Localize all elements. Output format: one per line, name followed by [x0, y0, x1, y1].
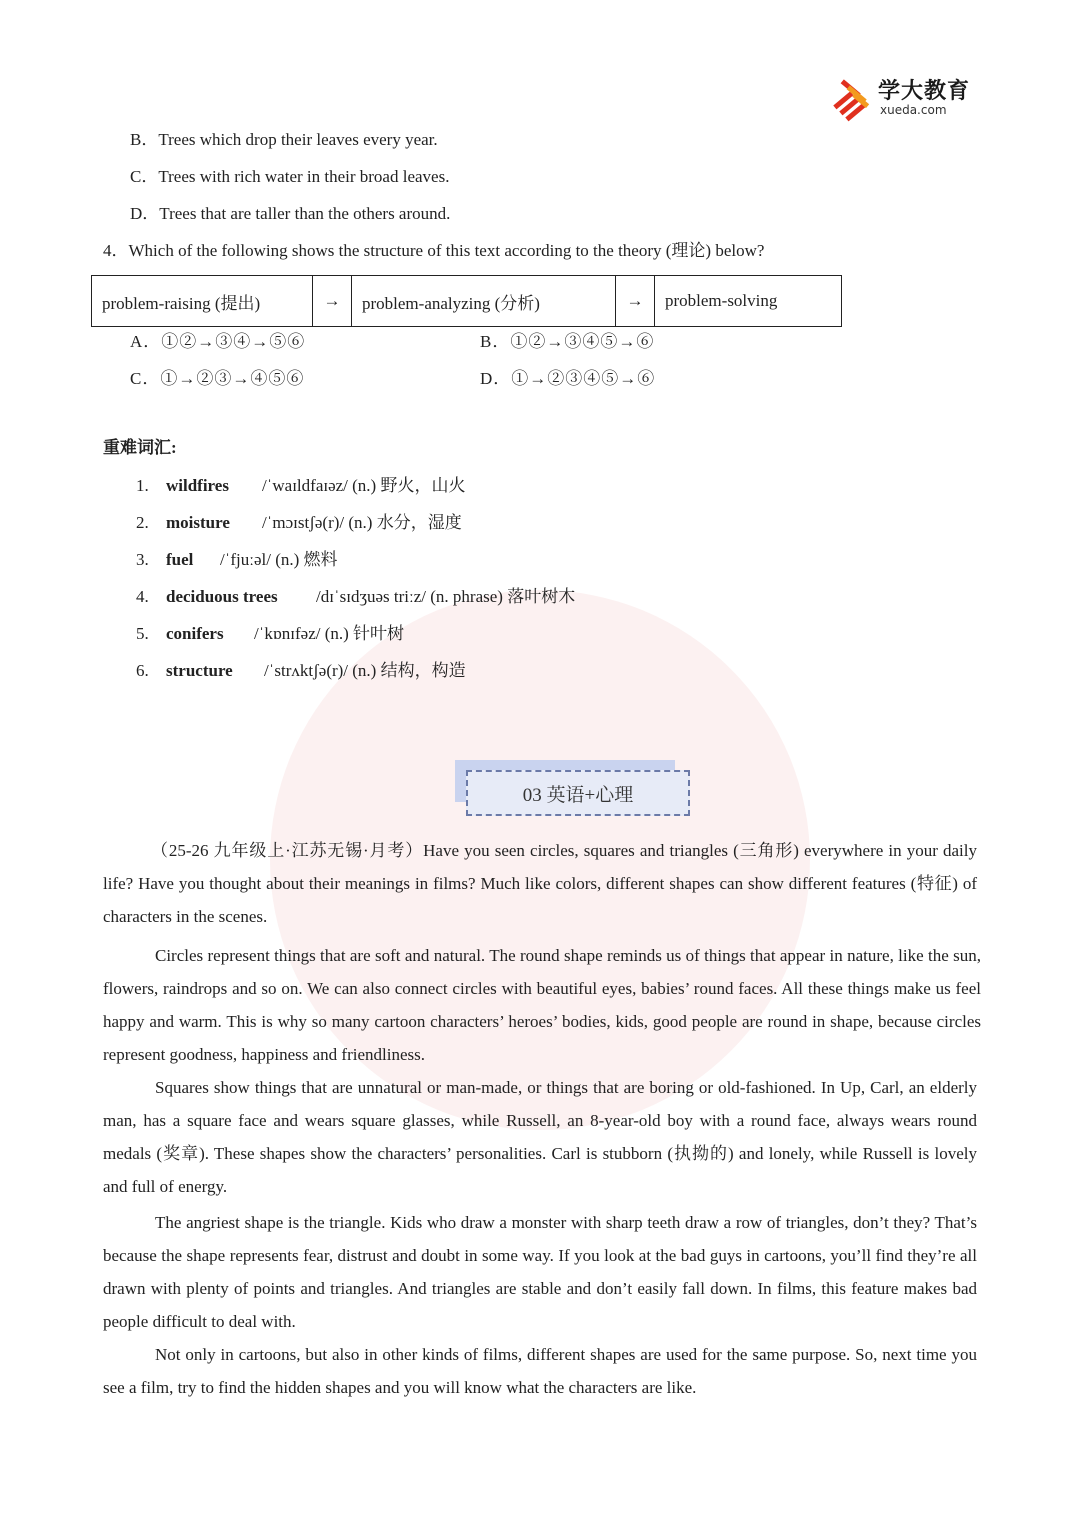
vocab-item: 2. moisture /ˈmɔɪstʃə(r)/ (n.) 水分，湿度 [136, 513, 462, 532]
vocab-item: 3. fuel /ˈfjuːəl/ (n.) 燃料 [136, 550, 338, 569]
brand-logo [828, 78, 978, 122]
option-b-q4: B．①②→③④⑤→⑥ [480, 332, 655, 351]
vocab-item: 4. deciduous trees /dɪˈsɪdʒuəs triːz/ (n. phrase) 落叶树木 [136, 587, 576, 606]
flow-raising: problem-raising (提出) [92, 276, 313, 327]
option-d-q4: D．①→②③④⑤→⑥ [480, 369, 656, 388]
structure-flow-table [91, 275, 842, 327]
vocab-item: 6. structure /ˈstrʌktʃə(r)/ (n.) 结构，构造 [136, 661, 466, 680]
section-tag: 03 英语+心理 [466, 770, 690, 816]
logo-name: 学大教育 [878, 79, 971, 104]
vocab-item: 5. conifers /ˈkɒnɪfəz/ (n.) 针叶树 [136, 624, 405, 643]
logo-url: xueda.com [880, 103, 947, 117]
passage-paragraph-5: Not only in cartoons, but also in other kinds of films, different shapes are used for the same purpose. So, next time you see a film, try to find the hidden shapes and you will know what the characters are like. [103, 1345, 977, 1397]
passage-paragraph-1: （25-26 九年级上·江苏无锡·月考）Have you seen circles, squares and triangles (三角形) everywhere in your daily life? Have you thought about their meanings in films? Much like colors, different shapes can show different features (特征) of characters in the scenes. [103, 841, 977, 926]
passage-paragraph-4: The angriest shape is the triangle. Kids who draw a monster with sharp teeth draw a row of triangles, don’t they? That’s because the shape represents fear, distrust and doubt in some way. If you look at the bad guys in cartoons, you’ll find they’re all drawn with plenty of points and triangles. And triangles are stable and don’t easily fall down. In films, this feature makes bad people difficult to deal with. [103, 1213, 977, 1331]
flow-arrow-2: → [616, 276, 655, 327]
logo-mark-icon [828, 78, 874, 122]
flow-solving: problem-solving [655, 276, 842, 327]
passage-paragraph-3: Squares show things that are unnatural or man-made, or things that are boring or old-fashioned. In Up, Carl, an elderly man, has a square face and wears square glasses, while Russell, an 8-year-old boy with a round face, always wears round medals (奖章). These shapes show the characters’ personalities. Carl is stubborn (执拗的) and lonely, while Russell is lovely and full of energy. [103, 1078, 977, 1196]
flow-arrow-1: → [313, 276, 352, 327]
vocab-title: 重难词汇: [103, 438, 177, 457]
vocab-item: 1. wildfires /ˈwaɪldfaɪəz/ (n.) 野火，山火 [136, 476, 466, 495]
flow-analyzing: problem-analyzing (分析) [352, 276, 616, 327]
question-4: 4．Which of the following shows the structure of this text according to the theory (理论) below? [103, 241, 765, 260]
option-d-q3: D．Trees that are taller than the others around. [130, 204, 451, 223]
option-c-q3: C．Trees with rich water in their broad leaves. [130, 167, 450, 186]
option-c-q4: C．①→②③→④⑤⑥ [130, 369, 305, 388]
option-b-q3: B．Trees which drop their leaves every year. [130, 130, 438, 149]
passage-paragraph-2: Circles represent things that are soft and natural. The round shape reminds us of things that appear in nature, like the sun, flowers, raindrops and so on. We can also connect circles with beautiful eyes, babies’ round faces. All these things make us feel happy and warm. This is why so many cartoon characters’ heroes’ bodies, kids, good people are round in shape, because circles represent goodness, happiness and friendliness. [103, 946, 981, 1064]
option-a-q4: A．①②→③④→⑤⑥ [130, 332, 306, 351]
